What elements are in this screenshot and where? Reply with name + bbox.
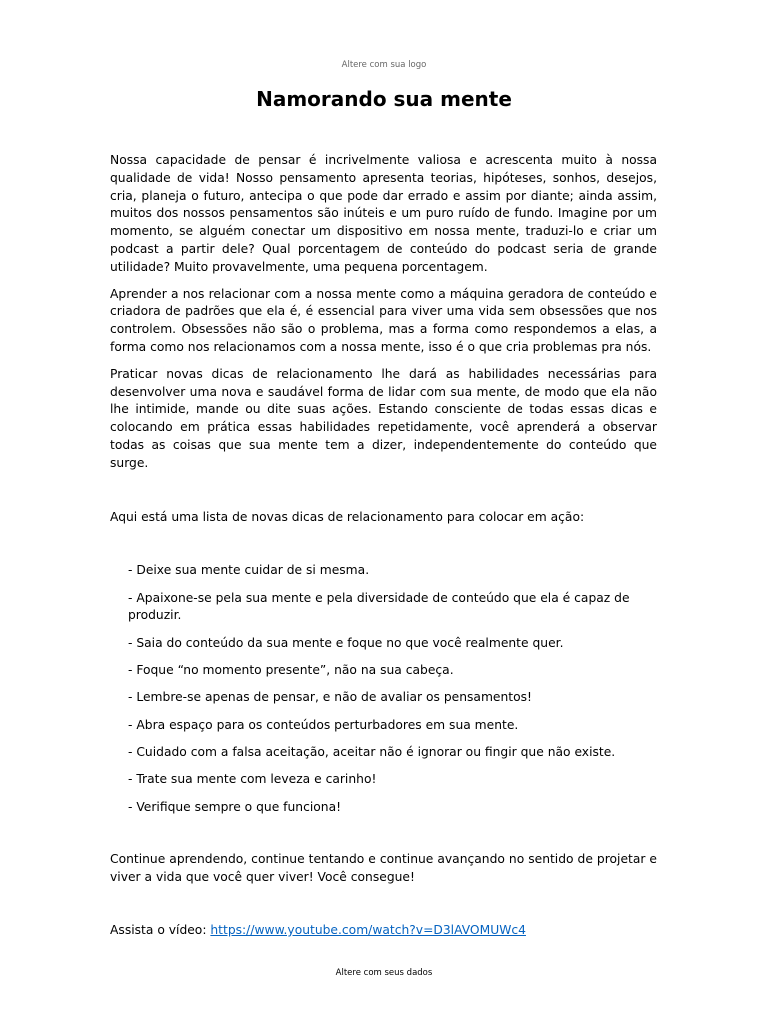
- page-title: Namorando sua mente: [256, 87, 512, 111]
- footer-data-placeholder: Altere com seus dados: [335, 968, 433, 978]
- list-item: - Verifique sempre o que funciona!: [128, 799, 342, 814]
- list-item: - Trate sua mente com leveza e carinho!: [128, 772, 377, 787]
- video-line: [110, 922, 657, 940]
- list-item: - Saia do conteúdo da sua mente e foque no que você realmente quer.: [128, 635, 564, 650]
- video-link[interactable]: https://www.youtube.com/watch?v=D3lAVOMUWc4: [210, 922, 526, 937]
- list-item: - Deixe sua mente cuidar de si mesma.: [128, 563, 370, 578]
- document-body: [110, 152, 657, 940]
- list-item: - Lembre-se apenas de pensar, e não de avaliar os pensamentos!: [128, 690, 532, 705]
- list-intro: Aqui está uma lista de novas dicas de relacionamento para colocar em ação:: [110, 509, 585, 524]
- list-item: - Apaixone-se pela sua mente e pela diversidade de conteúdo que ela é capaz de produzir.: [128, 590, 630, 623]
- list-item: - Abra espaço para os conteúdos perturbadores em sua mente.: [128, 717, 519, 732]
- video-label: Assista o vídeo:: [110, 922, 211, 937]
- list-item: - Cuidado com a falsa aceitação, aceitar não é ignorar ou fingir que não existe.: [128, 744, 616, 759]
- header-logo-placeholder: Altere com sua logo: [341, 60, 427, 70]
- tips-list: [110, 562, 657, 816]
- paragraph-2: Aprender a nos relacionar com a nossa mente como a máquina geradora de conteúdo e criadora de padrões que ela é, é essencial para viver uma vida sem obsessões que nos controlem. Obsessões não são o problema, mas a forma como respondemos a elas, a forma como nos relacionamos com a nossa mente, isso é o que cria problemas pra nós.: [110, 286, 657, 354]
- paragraph-1: Nossa capacidade de pensar é incrivelmente valiosa e acrescenta muito à nossa qualidade de vida! Nosso pensamento apresenta teorias, hipóteses, sonhos, desejos, cria, planeja o futuro, antecipa o que pode dar errado e assim por diante; ainda assim, muitos dos nossos pensamentos são inúteis e um puro ruído de fundo. Imagine por um momento, se alguém conectar um dispositivo em nossa mente, traduzi-lo e criar um podcast a partir dele? Qual porcentagem de conteúdo do podcast seria de grande utilidade? Muito provavelmente, uma pequena porcentagem.: [110, 153, 657, 274]
- paragraph-3: Praticar novas dicas de relacionamento lhe dará as habilidades necessárias para desenvolver uma nova e saudável forma de lidar com sua mente, de modo que ela não lhe intimide, mande ou dite suas ações. Estando consciente de todas essas dicas e colocando em prática essas habilidades repetidamente, você aprenderá a observar todas as coisas que sua mente tem a dizer, independentemente do conteúdo que surge.: [110, 366, 657, 470]
- closing-paragraph: Continue aprendendo, continue tentando e continue avançando no sentido de projetar e viver a vida que você quer viver! Você consegue!: [110, 852, 657, 885]
- list-item: - Foque “no momento presente”, não na sua cabeça.: [128, 663, 454, 678]
